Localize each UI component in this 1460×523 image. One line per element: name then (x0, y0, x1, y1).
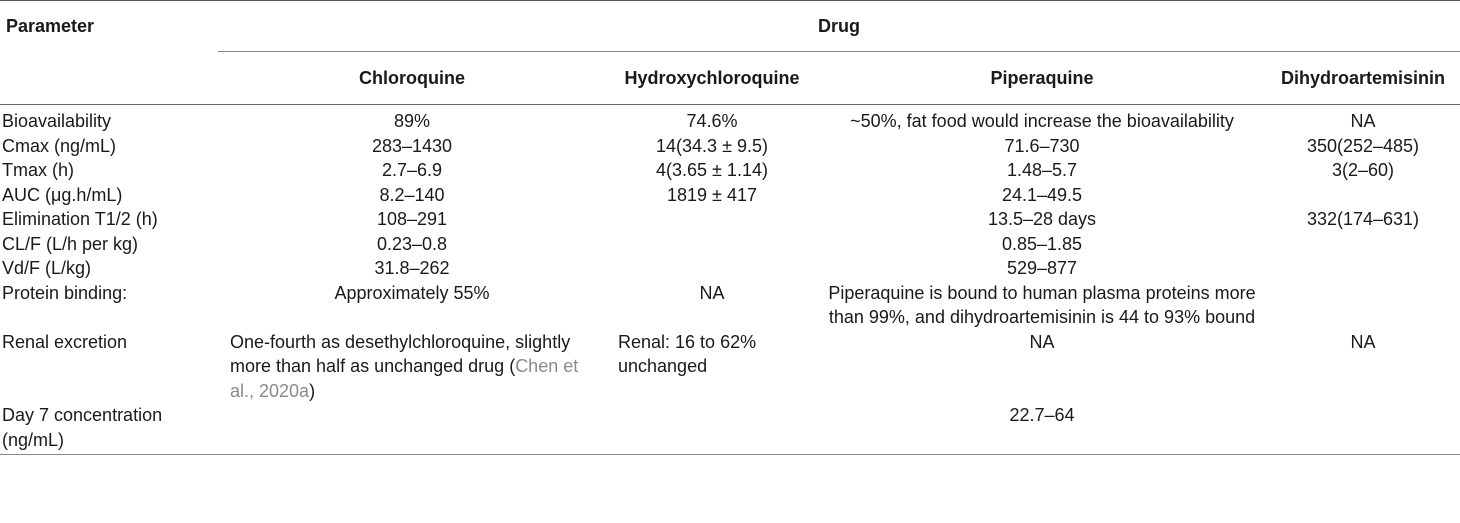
table-cell (606, 256, 818, 281)
table-cell: 14(34.3 ± 9.5) (656, 135, 768, 156)
table-cell (606, 403, 818, 455)
table-cell: 24.1–49.5 (1001, 184, 1083, 205)
table-cell: 283–1430 (371, 135, 453, 156)
table-cell: 2.7–6.9 (381, 160, 443, 180)
table-cell: Renal: 16 to 62% unchanged (618, 331, 757, 376)
cell-text: One-fourth as desethylchloroquine, slightly more than half as unchanged drug ( (230, 331, 571, 376)
table-cell: ~50%, fat food would increase the bioavailability (850, 111, 1234, 131)
drug-group-header: Drug (218, 1, 1460, 52)
row-parameter: Vd/F (L/kg) (2, 258, 92, 278)
table-cell: NA (1350, 111, 1376, 131)
row-parameter: Cmax (ng/mL) (2, 135, 117, 156)
table-cell: 74.6% (686, 111, 738, 131)
table-cell (1266, 281, 1460, 330)
citation-link[interactable]: Chen et al., 2020a (230, 356, 579, 401)
table-cell: 108–291 (376, 209, 448, 229)
table-row (0, 232, 1460, 257)
table-cell (1266, 183, 1460, 208)
table-cell: 350(252–485) (1306, 135, 1420, 156)
table-cell (606, 207, 818, 232)
drug-header-hydroxychloroquine: Hydroxychloroquine (606, 52, 818, 105)
table-cell: 71.6–730 (1004, 135, 1080, 156)
row-parameter: AUC (μg.h/mL) (2, 184, 123, 205)
table-cell (1266, 232, 1460, 257)
table-cell: 0.85–1.85 (1001, 233, 1083, 254)
table-cell: NA (1029, 331, 1055, 352)
table-cell: 1819 ± 417 (667, 184, 757, 205)
table-row (0, 256, 1460, 281)
drug-header-chloroquine: Chloroquine (218, 52, 606, 105)
table-row (0, 403, 1460, 455)
table-cell: 0.23–0.8 (376, 233, 448, 254)
row-parameter: CL/F (L/h per kg) (2, 233, 139, 254)
table-cell (1266, 403, 1460, 455)
table-cell: 22.7–64 (818, 403, 1266, 455)
table-cell: NA (1350, 331, 1376, 352)
drug-header-piperaquine: Piperaquine (818, 52, 1266, 105)
table-row (0, 158, 1460, 183)
table-cell (1266, 256, 1460, 281)
table-cell: 4(3.65 ± 1.14) (656, 160, 768, 180)
table-row (0, 207, 1460, 232)
table-cell: 1.48–5.7 (1006, 160, 1078, 180)
table-row (0, 281, 1460, 330)
drug-header-dihydroartemisinin: Dihydroartemisinin (1266, 52, 1460, 105)
table-cell: 31.8–262 (374, 258, 450, 278)
table-cell (218, 330, 606, 404)
table-cell: 332(174–631) (1306, 209, 1420, 229)
table-cell: 13.5–28 days (987, 209, 1097, 229)
table-row (0, 183, 1460, 208)
table-cell: Piperaquine is bound to human plasma proteins more than 99%, and dihydroartemisinin is 44 to 93% bound (828, 282, 1256, 327)
table-cell (606, 232, 818, 257)
row-parameter: Renal excretion (2, 331, 128, 352)
parameter-header: Parameter (0, 1, 218, 105)
table-cell (218, 403, 606, 455)
table-cell: Approximately 55% (334, 282, 490, 303)
cell-text-close: ) (309, 380, 316, 401)
row-parameter: Protein binding: (2, 282, 128, 303)
table-cell: 89% (393, 111, 431, 131)
table-cell: NA (699, 282, 725, 303)
row-parameter: Day 7 concentration (ng/mL) (0, 403, 218, 455)
table-row (0, 134, 1460, 159)
table-cell: 3(2–60) (1331, 160, 1395, 180)
row-parameter: Bioavailability (2, 111, 112, 131)
table-row (0, 330, 1460, 404)
row-parameter: Tmax (h) (2, 160, 74, 180)
table-row (0, 105, 1460, 134)
table-cell: 529–877 (1006, 258, 1078, 278)
table-cell: 8.2–140 (379, 184, 445, 205)
row-parameter: Elimination T1/2 (h) (2, 209, 158, 229)
